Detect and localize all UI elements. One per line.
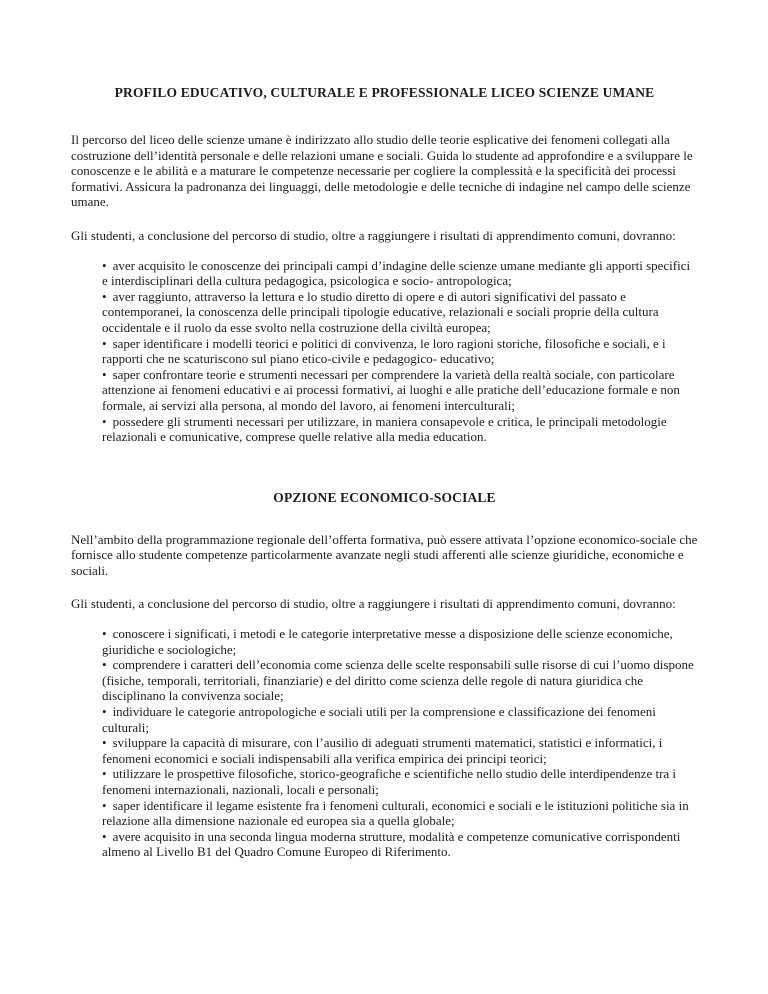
lead-in-paragraph: Gli studenti, a conclusione del percorso di studio, oltre a raggiungere i risultati di apprendimento comuni, dovranno:	[71, 227, 676, 243]
bullet-list-opzione	[102, 626, 698, 860]
bullet-item	[102, 798, 698, 829]
bullet-item	[102, 704, 698, 735]
bullet-text: aver acquisito le conoscenze dei principali campi d’indagine delle scienze umane mediante gli apporti specifici e interdisciplinari della cultura pedagogica, psicologica e socio- antropologica;	[102, 257, 691, 289]
bullet-icon: •	[102, 257, 107, 273]
bullet-icon: •	[102, 735, 107, 751]
bullet-icon: •	[102, 797, 107, 813]
bullet-item	[102, 336, 698, 367]
bullet-item	[102, 289, 698, 336]
bullet-icon: •	[102, 335, 107, 351]
bullet-text: saper confrontare teorie e strumenti necessari per comprendere la varietà della realtà sociale, con particolare attenzione ai fenomeni educativi e ai processi formativi, ai luoghi e alle pratiche dell’educazione formale e non formale, ai servizi alla persona, al mondo del lavoro, ai fenomeni interculturali;	[102, 366, 680, 413]
document-title: PROFILO EDUCATIVO, CULTURALE E PROFESSIONALE LICEO SCIENZE UMANE	[114, 85, 655, 100]
bullet-text: aver raggiunto, attraverso la lettura e lo studio diretto di opere e di autori significativi del passato e contemporanei, la conoscenza delle principali tipologie educative, relazionali e sociali proprie della cultura occidentale e il ruolo da esse svolto nella costruzione della civiltà europea;	[102, 288, 659, 335]
bullet-item	[102, 829, 698, 860]
bullet-text: saper identificare i modelli teorici e politici di convivenza, le loro ragioni storiche, filosofiche e sociali, e i rapporti che ne scaturiscono sul piano etico-civile e pedagogico- educativo;	[102, 335, 666, 367]
bullet-text: conoscere i significati, i metodi e le categorie interpretative messe a disposizione delle scienze economiche, giuridiche e sociologiche;	[102, 626, 673, 657]
bullet-text: individuare le categorie antropologiche e sociali utili per la comprensione e classificazione dei fenomeni culturali;	[102, 704, 656, 735]
bullet-item	[102, 735, 698, 766]
bullet-icon: •	[102, 704, 107, 720]
bullet-icon: •	[102, 366, 107, 382]
bullet-text: sviluppare la capacità di misurare, con l’ausilio di adeguati strumenti matematici, statistici e informatici, i fenomeni economici e sociali indispensabili alla verifica empirica dei principi teorici;	[102, 735, 663, 766]
bullet-icon: •	[102, 766, 107, 782]
bullet-text: avere acquisito in una seconda lingua moderna strutture, modalità e competenze comunicative corrispondenti almeno al Livello B1 del Quadro Comune Europeo di Riferimento.	[102, 828, 681, 860]
bullet-text: possedere gli strumenti necessari per utilizzare, in maniera consapevole e critica, le principali metodologie relazionali e comunicative, comprese quelle relative alla media education.	[102, 413, 667, 445]
section-heading-opzione-economico-sociale: OPZIONE ECONOMICO-SOCIALE	[273, 489, 496, 505]
bullet-text: utilizzare le prospettive filosofiche, storico-geografiche e scientifiche nello studio delle interdipendenze tra i fenomeni internazionali, nazionali, locali e personali;	[102, 766, 677, 797]
bullet-item	[102, 258, 698, 289]
bullet-item	[102, 657, 698, 704]
bullet-item	[102, 766, 698, 797]
bullet-text: comprendere i caratteri dell’economia come scienza delle scelte responsabili sulle risorse di cui l’uomo dispone (fisiche, temporali, territoriali, finanziarie) e del diritto come scienza delle regole di natura giuridica che disciplinano la convivenza sociale;	[102, 657, 694, 704]
bullet-icon: •	[102, 626, 107, 642]
bullet-icon: •	[102, 828, 107, 844]
bullet-item	[102, 414, 698, 445]
bullet-list-common	[102, 258, 698, 445]
bullet-item	[102, 367, 698, 414]
bullet-icon: •	[102, 288, 107, 304]
lead-in-paragraph: Gli studenti, a conclusione del percorso di studio, oltre a raggiungere i risultati di apprendimento comuni, dovranno:	[71, 596, 676, 612]
intro-paragraph: Il percorso del liceo delle scienze umane è indirizzato allo studio delle teorie esplicative dei fenomeni collegati alla costruzione dell’identità personale e delle relazioni umane e sociali. Guida lo studente ad approfondire e a sviluppare le conoscenze e le abilità e a maturare le competenze necessarie per cogliere la complessità e la specificità dei processi formativi. Assicura la padronanza dei linguaggi, delle metodologie e delle tecniche di indagine nel campo delle scienze umane.	[71, 132, 693, 210]
section-intro-paragraph: Nell’ambito della programmazione regionale dell’offerta formativa, può essere attivata l’opzione economico-sociale che fornisce allo studente competenze particolarmente avanzate negli studi afferenti alle scienze giuridiche, economiche e sociali.	[71, 531, 698, 578]
bullet-icon: •	[102, 657, 107, 673]
bullet-item	[102, 626, 698, 657]
bullet-icon: •	[102, 413, 107, 429]
bullet-text: saper identificare il legame esistente fra i fenomeni culturali, economici e sociali e le istituzioni politiche sia in relazione alla dimensione nazionale ed europea sia a quella globale;	[102, 797, 689, 829]
